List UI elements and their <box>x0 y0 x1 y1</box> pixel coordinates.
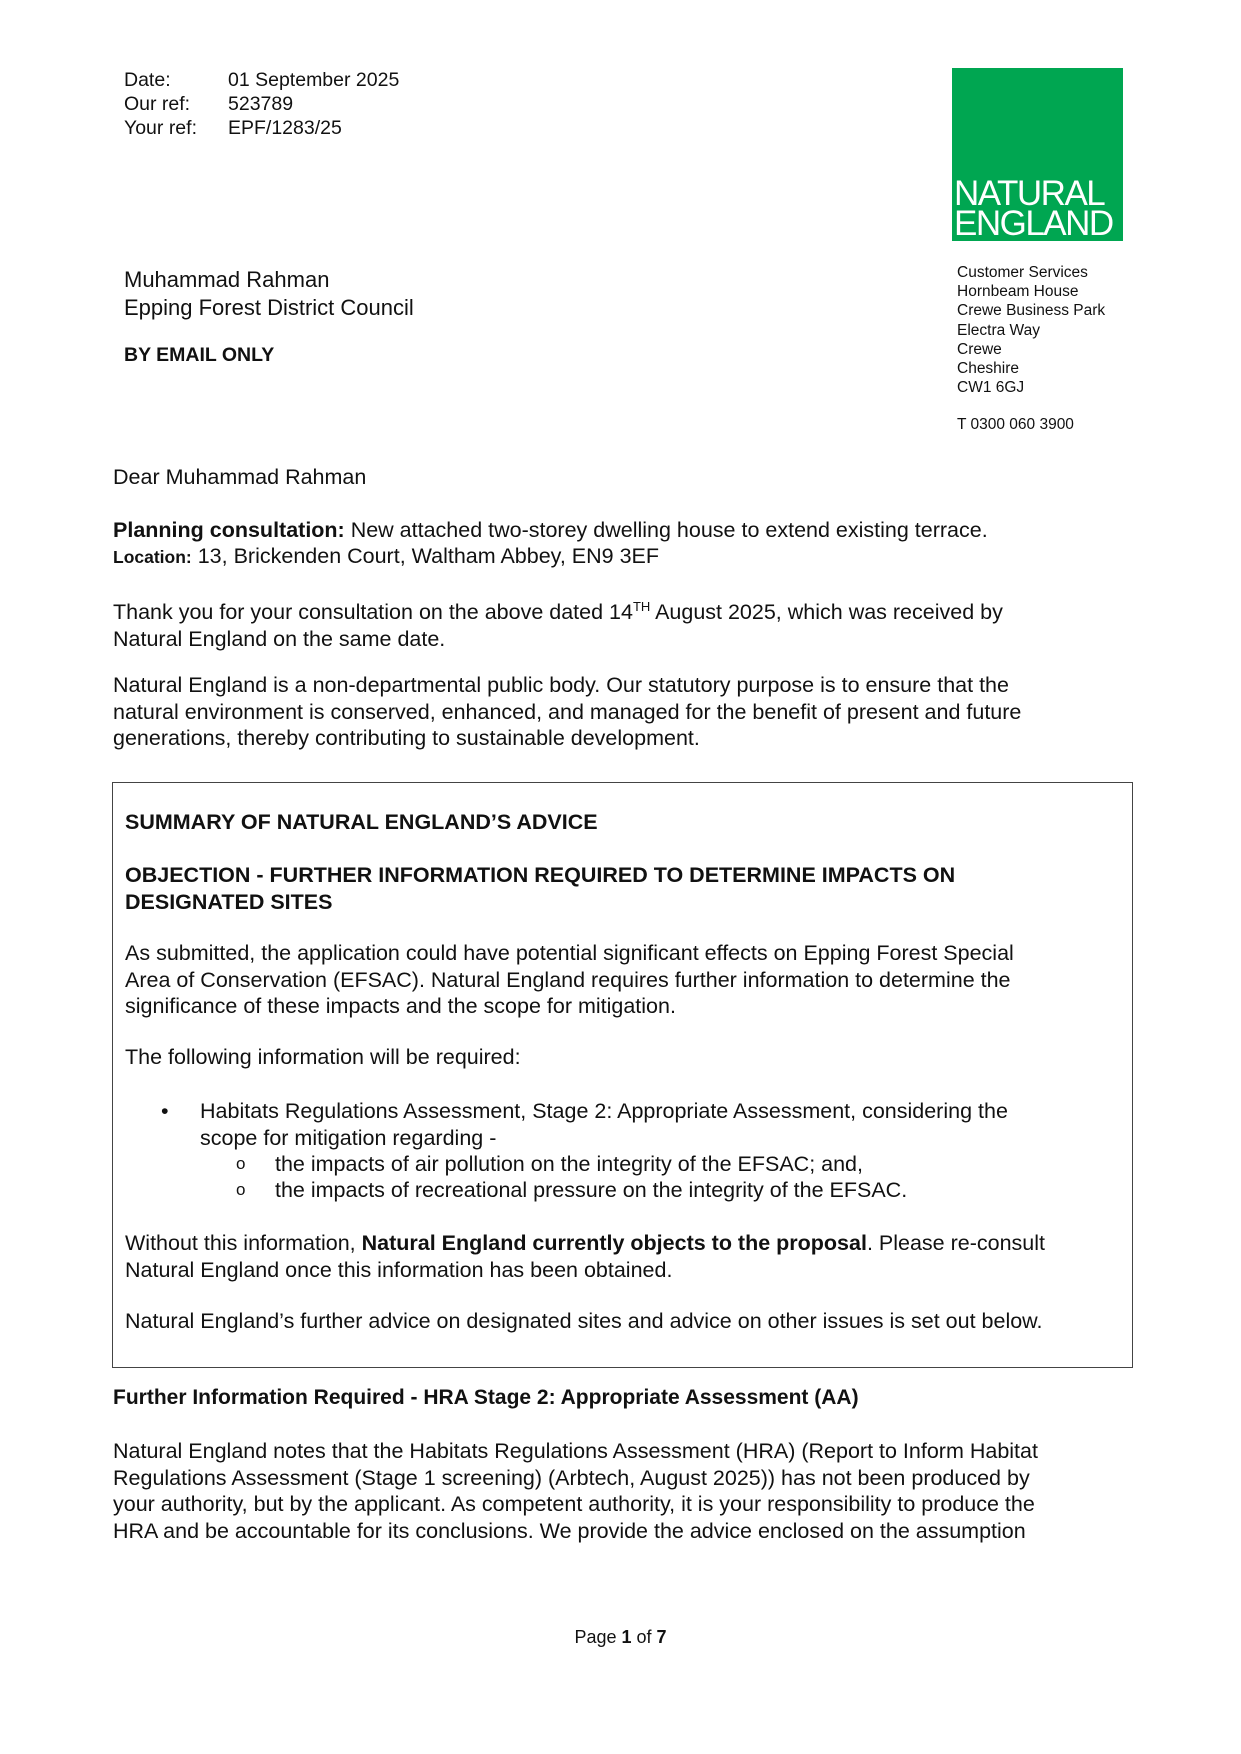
our-ref-value: 523789 <box>228 93 294 115</box>
address-line: Customer Services <box>957 264 1088 281</box>
date-row <box>124 68 399 92</box>
thanks-line-1 <box>113 594 1123 626</box>
thanks-part-2: August 2025, which was received by <box>650 600 1003 625</box>
objection-paragraph <box>125 1230 1125 1283</box>
subbullet-item <box>125 1151 1125 1178</box>
intro-line: natural environment is conserved, enhanced, and managed for the benefit of present and future <box>113 699 1022 724</box>
our-ref-label: Our ref: <box>124 93 191 115</box>
address-line: Cheshire <box>957 360 1020 378</box>
recipient-name: Muhammad Rahman <box>124 267 330 292</box>
summary-line: significance of these impacts and the scope for mitigation. <box>125 994 676 1018</box>
address-line: Crewe Business Park <box>957 302 1106 320</box>
date-label: Date: <box>124 69 171 91</box>
thanks-part-1: Thank you for your consultation on the above dated 14 <box>113 600 633 625</box>
required-intro: The following information will be required: <box>125 1045 521 1069</box>
intro-line: generations, thereby contributing to sustainable development. <box>113 726 700 750</box>
thanks-superscript: TH <box>632 599 651 614</box>
our-ref-row <box>124 92 399 116</box>
logo-line-2: ENGLAND <box>954 204 1113 243</box>
natural-england-logo <box>952 68 1123 241</box>
section-heading: Further Information Required - HRA Stage 2: Appropriate Assessment (AA) <box>113 1386 859 1409</box>
intro-line: Natural England is a non-departmental public body. Our statutory purpose is to ensure that the <box>113 673 1009 697</box>
thanks-line-2: Natural England on the same date. <box>113 626 446 651</box>
recipient-org: Epping Forest District Council <box>124 295 414 320</box>
further-advice-line: Natural England’s further advice on designated sites and advice on other issues is set out below. <box>125 1309 1043 1333</box>
subbullet-text: the impacts of air pollution on the integrity of the EFSAC; and, <box>275 1152 863 1176</box>
summary-heading: SUMMARY OF NATURAL ENGLAND’S ADVICE <box>125 810 598 834</box>
location-text: 13, Brickenden Court, Waltham Abbey, EN9 3EF <box>191 544 659 568</box>
reference-block <box>124 68 399 140</box>
thanks-paragraph <box>113 594 1123 652</box>
your-ref-label: Your ref: <box>124 117 197 139</box>
section-line: Regulations Assessment (Stage 1 screening) (Arbtech, August 2025)) has not been produced by <box>113 1465 1030 1490</box>
planning-label: Planning consultation: <box>113 518 345 542</box>
address-line: CW1 6GJ <box>957 379 1025 397</box>
bullet-icon: • <box>161 1099 169 1123</box>
planning-consultation <box>113 517 1123 544</box>
salutation: Dear Muhammad Rahman <box>113 465 367 489</box>
page-footer <box>0 1627 1241 1648</box>
subbullet-text: the impacts of recreational pressure on the integrity of the EFSAC. <box>275 1178 908 1202</box>
sender-address <box>957 263 1105 397</box>
bullet-line-2: scope for mitigation regarding - <box>200 1125 497 1150</box>
logo-line-1: NATURAL <box>954 174 1105 213</box>
objection-line-1: OBJECTION - FURTHER INFORMATION REQUIRED TO DETERMINE IMPACTS ON <box>125 863 956 887</box>
objection-heading <box>125 862 1125 915</box>
delivery-note: BY EMAIL ONLY <box>124 344 275 366</box>
address-line: Electra Way <box>957 321 1040 339</box>
page-word: Page <box>574 1627 622 1647</box>
circle-bullet-icon: o <box>236 1180 246 1199</box>
address-line: Hornbeam House <box>957 283 1079 301</box>
sender-phone: T 0300 060 3900 <box>957 416 1074 433</box>
objection-line-2: Natural England once this information has been obtained. <box>125 1257 673 1282</box>
location-line <box>113 543 1123 571</box>
without-bold: Natural England currently objects to the proposal <box>361 1231 867 1255</box>
address-line: Crewe <box>957 340 1002 358</box>
summary-line: As submitted, the application could have potential significant effects on Epping Forest Special <box>125 941 1014 965</box>
subbullet-item <box>125 1177 1125 1204</box>
circle-bullet-icon: o <box>236 1154 246 1173</box>
bullet-line-1: Habitats Regulations Assessment, Stage 2: Appropriate Assessment, considering the <box>200 1099 1008 1123</box>
without-pre: Without this information, <box>125 1231 362 1255</box>
recipient-block <box>124 266 414 322</box>
section-paragraph <box>113 1438 1123 1544</box>
section-line: HRA and be accountable for its conclusions. We provide the advice enclosed on the assumption <box>113 1518 1026 1543</box>
bullet-item <box>125 1098 1125 1151</box>
objection-line-2: DESIGNATED SITES <box>125 889 333 914</box>
your-ref-value: EPF/1283/25 <box>228 117 342 139</box>
date-value: 01 September 2025 <box>228 69 400 91</box>
without-post: . Please re-consult <box>866 1231 1045 1255</box>
bullet-text <box>200 1098 1125 1151</box>
summary-box <box>112 782 1133 1368</box>
logo-wordmark <box>954 174 1113 243</box>
section-line: Natural England notes that the Habitats Regulations Assessment (HRA) (Report to Inform Habitat <box>113 1439 1038 1463</box>
intro-paragraph <box>113 672 1123 752</box>
current-page: 1 <box>621 1627 632 1647</box>
summary-line: Area of Conservation (EFSAC). Natural England requires further information to determine the <box>125 967 1011 992</box>
location-label: Location: <box>113 547 192 567</box>
objection-line <box>125 1230 1125 1257</box>
section-line: your authority, but by the applicant. As competent authority, it is your responsibility to produce the <box>113 1492 1035 1516</box>
total-pages: 7 <box>656 1627 667 1647</box>
summary-paragraph-1 <box>125 940 1125 1020</box>
of-word: of <box>631 1627 657 1647</box>
planning-text: New attached two-storey dwelling house to extend existing terrace. <box>344 518 988 542</box>
your-ref-row <box>124 116 399 140</box>
